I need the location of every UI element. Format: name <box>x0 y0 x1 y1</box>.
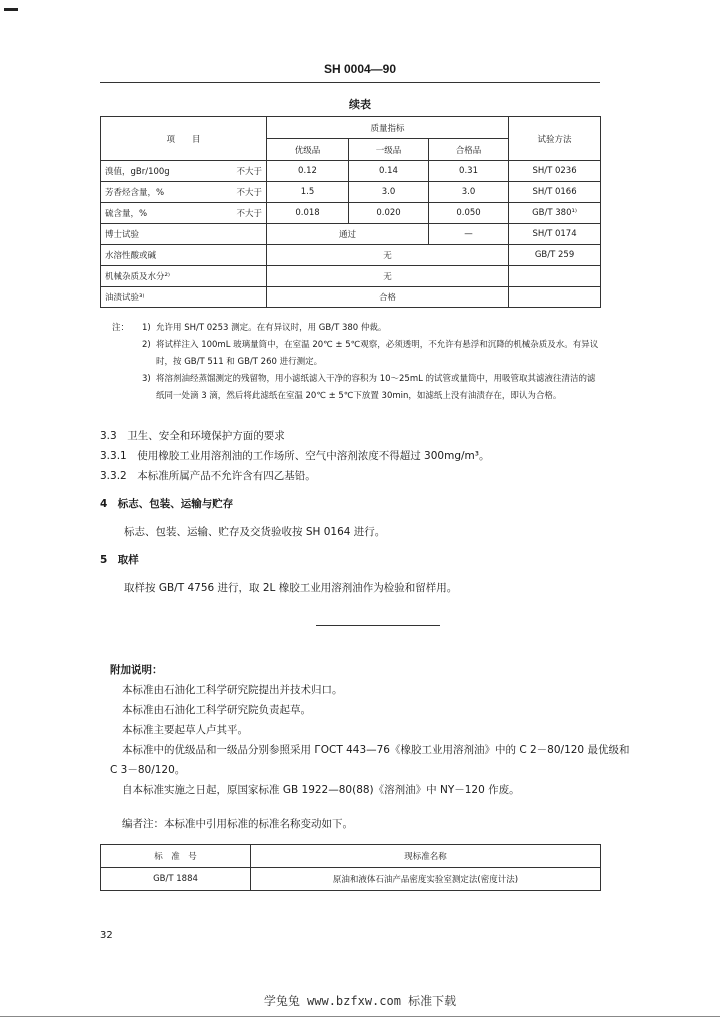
appendix-paragraph: 本标准由石油化工科学研究院提出并技术归口。 <box>122 684 343 696</box>
merged-value: 通过 <box>267 224 429 245</box>
row-method: SH/T 0174 <box>509 224 601 245</box>
table-row <box>101 245 601 266</box>
table-row <box>101 287 601 308</box>
row-method <box>509 266 601 287</box>
note-3: 将溶剂油经蒸馏测定的残留物，用小滤纸滤入干净的容积为 10～25mL 的试管或量筒中，用吸管取其滤液往清洁的滤纸同一处滴 3 滴，然后将此滤纸在室温 20℃ ± 5℃下放置 30min，如滤纸上没有油渍存在，即认为合格。 <box>156 374 596 401</box>
merged-value: 无 <box>267 245 509 266</box>
note-number: 3) <box>142 374 151 384</box>
value-premium: 0.018 <box>267 203 349 224</box>
row-item: 机械杂质及水分²⁾ <box>101 266 267 287</box>
appendix-paragraph: 本标准中的优级品和一级品分别参照采用 ГОСТ 443—76《橡胶工业用溶剂油》中的 C 2－80/120 最优级和 C 3－80/120。 <box>110 744 630 776</box>
row-method: SH/T 0166 <box>509 182 601 203</box>
section-4-text: 标志、包装、运输、贮存及交货验收按 SH 0164 进行。 <box>124 526 386 538</box>
row-method: GB/T 380¹⁾ <box>509 203 601 224</box>
ref-standard-name: 原油和液体石油产品密度实验室测定法(密度计法) <box>251 868 601 891</box>
ref-standard-number: GB/T 1884 <box>101 868 251 891</box>
row-item: 水溶性酸或碱 <box>101 245 267 266</box>
row-limit: 不大于 <box>236 167 262 177</box>
merged-value: 无 <box>267 266 509 287</box>
section-3-3-1: 3.3.1 使用橡胶工业用溶剂油的工作场所、空气中溶剂浓度不得超过 300mg/m³。 <box>100 450 490 462</box>
value-pass: 0.31 <box>429 161 509 182</box>
section-3-3: 3.3 卫生、安全和环境保护方面的要求 <box>100 430 285 442</box>
appendix-title: 附加说明： <box>110 664 163 676</box>
value-premium: 1.5 <box>267 182 349 203</box>
note-number: 1) <box>142 323 151 333</box>
note-number: 2) <box>142 340 151 350</box>
col-premium: 优级品 <box>267 139 349 161</box>
table-row <box>101 224 601 245</box>
col-item: 项 目 <box>101 117 267 161</box>
reference-table <box>100 844 601 891</box>
table-caption: 续表 <box>349 98 371 111</box>
row-item: 溴值，gBr/100g <box>105 167 170 177</box>
quality-table <box>100 116 601 308</box>
col-pass: 合格品 <box>429 139 509 161</box>
col-quality: 质量指标 <box>267 117 509 139</box>
footer-watermark: 学兔兔 www.bzfxw.com 标准下载 <box>263 994 457 1008</box>
row-method <box>509 287 601 308</box>
value-pass: 3.0 <box>429 182 509 203</box>
row-limit: 不大于 <box>236 209 262 219</box>
page-number: 32 <box>100 930 113 941</box>
ref-col-standard: 标 准 号 <box>101 845 251 868</box>
row-method: SH/T 0236 <box>509 161 601 182</box>
value-premium: 0.12 <box>267 161 349 182</box>
table-row <box>101 161 601 182</box>
row-item: 博士试验 <box>101 224 267 245</box>
row-method: GB/T 259 <box>509 245 601 266</box>
section-4-heading: 4 标志、包装、运输与贮存 <box>100 498 234 510</box>
section-3-3-2: 3.3.2 本标准所属产品不允许含有四乙基铅。 <box>100 470 316 482</box>
appendix-paragraph: 自本标准实施之日起，原国家标准 GB 1922—80(88)《溶剂油》中 NY－120 作废。 <box>122 784 520 796</box>
col-method: 试验方法 <box>509 117 601 161</box>
appendix <box>110 660 630 834</box>
appendix-paragraph: 本标准由石油化工科学研究院负责起草。 <box>122 704 311 716</box>
table-notes <box>112 320 602 405</box>
section-5-heading: 5 取样 <box>100 554 139 566</box>
value-first: 0.020 <box>349 203 429 224</box>
table-row <box>101 868 601 891</box>
value-pass: — <box>429 224 509 245</box>
table-row <box>101 266 601 287</box>
editor-note: 编者注：本标准中引用标准的标准名称变动如下。 <box>122 818 353 830</box>
corner-mark <box>4 8 18 11</box>
footer-rule <box>0 1016 720 1017</box>
section-divider <box>316 625 440 626</box>
standard-code: SH 0004—90 <box>323 62 397 76</box>
table-row <box>101 182 601 203</box>
appendix-paragraph: 本标准主要起草人卢其平。 <box>122 724 248 736</box>
row-item: 硫含量，% <box>105 209 148 219</box>
note-2: 将试样注入 100mL 玻璃量筒中，在室温 20℃ ± 5℃观察，必须透明，不允许有悬浮和沉降的机械杂质及水。有异议时，按 GB/T 511 和 GB/T 260 进行测定。 <box>156 340 599 367</box>
row-item: 油渍试验³⁾ <box>101 287 267 308</box>
row-item: 芳香烃含量，% <box>105 188 165 198</box>
table-row <box>101 203 601 224</box>
section-5-text: 取样按 GB/T 4756 进行，取 2L 橡胶工业用溶剂油作为检验和留样用。 <box>124 582 458 594</box>
col-first: 一级品 <box>349 139 429 161</box>
value-first: 3.0 <box>349 182 429 203</box>
header-rule <box>100 82 600 83</box>
value-pass: 0.050 <box>429 203 509 224</box>
merged-value: 合格 <box>267 287 509 308</box>
ref-col-name: 现标准名称 <box>251 845 601 868</box>
value-first: 0.14 <box>349 161 429 182</box>
row-limit: 不大于 <box>236 188 262 198</box>
notes-lead: 注： <box>112 323 130 333</box>
note-1: 允许用 SH/T 0253 测定。在有异议时，用 GB/T 380 仲裁。 <box>156 323 387 333</box>
